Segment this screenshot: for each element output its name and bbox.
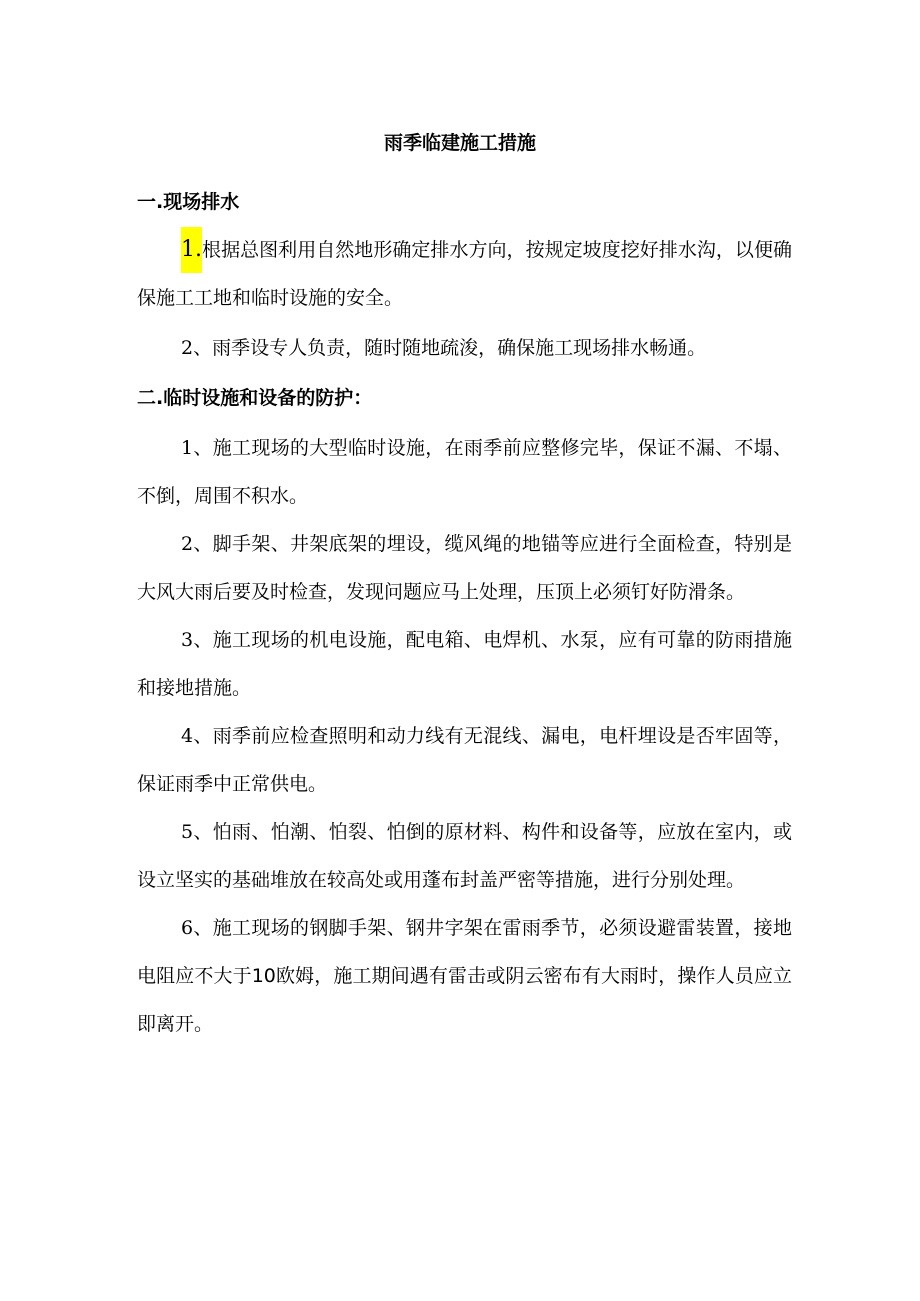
paragraph-text: 怕雨、怕潮、怕裂、怕倒的原材料、构件和设备等，应放在室内，或设立坚实的基础堆放在较高处或用蓬布封盖严密等措施，进行分别处理。 bbox=[137, 821, 792, 891]
paragraph-text: 根据总图利用自然地形确定排水方向，按规定坡度挖好排水沟，以便确保施工工地和临时设施的安全。 bbox=[137, 239, 792, 309]
paragraph bbox=[137, 904, 792, 1048]
paragraph-number: 5、 bbox=[181, 821, 213, 843]
paragraph bbox=[137, 226, 792, 322]
section-heading-drainage: 一.现场排水 bbox=[137, 191, 240, 213]
document-body bbox=[137, 184, 792, 1048]
paragraph bbox=[137, 424, 792, 520]
paragraph-number: 2、 bbox=[181, 337, 213, 359]
paragraph-text: 施工现场的机电设施，配电箱、电焊机、水泵，应有可靠的防雨措施和接地措施。 bbox=[137, 629, 792, 699]
paragraph-number: 4、 bbox=[181, 725, 213, 747]
paragraph-text: 施工现场的大型临时设施，在雨季前应整修完毕，保证不漏、不塌、不倒，周围不积水。 bbox=[137, 437, 792, 507]
paragraph bbox=[137, 712, 792, 808]
document-title: 雨季临建施工措施 bbox=[383, 132, 536, 154]
paragraph-number: 2、 bbox=[181, 533, 213, 555]
paragraph bbox=[137, 324, 792, 372]
paragraph-text: 雨季设专人负责，随时随地疏浚，确保施工现场排水畅通。 bbox=[212, 337, 707, 359]
paragraph-number: 6、 bbox=[181, 917, 213, 939]
highlighted-number: 1. bbox=[181, 227, 202, 273]
paragraph bbox=[137, 616, 792, 712]
paragraph-number: 1、 bbox=[181, 437, 213, 459]
paragraph bbox=[137, 808, 792, 904]
paragraph bbox=[137, 520, 792, 616]
paragraph-number: 3、 bbox=[181, 629, 213, 651]
paragraph-text: 施工现场的钢脚手架、钢井字架在雷雨季节，必须设避雷装置，接地电阻应不大于10欧姆，施工期间遇有雷击或阴云密布有大雨时，操作人员应立即离开。 bbox=[137, 917, 792, 1035]
paragraph-text: 雨季前应检查照明和动力线有无混线、漏电，电杆埋设是否牢固等，保证雨季中正常供电。 bbox=[137, 725, 792, 795]
paragraph-text: 脚手架、井架底架的埋设，缆风绳的地锚等应进行全面检查，特别是大风大雨后要及时检查，发现问题应马上处理，压顶上必须钉好防滑条。 bbox=[137, 533, 792, 603]
section-heading-facilities: 二.临时设施和设备的防护： bbox=[137, 387, 373, 409]
